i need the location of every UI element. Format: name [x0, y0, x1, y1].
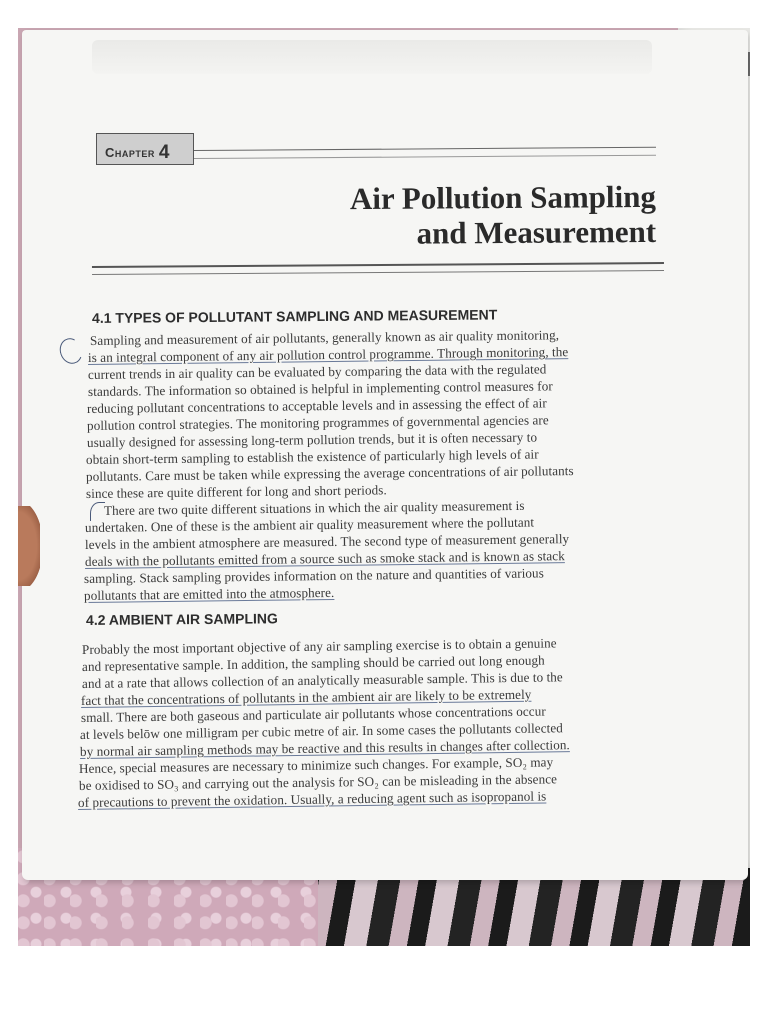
pen-annotation	[56, 335, 86, 367]
text-line: Hence, special measures are necessary to minimize such changes. For example, SO₂ may	[78, 754, 554, 776]
text-line: levels in the ambient atmosphere are measured. The second type of measurement generally	[84, 531, 570, 552]
section-heading-4-1: 4.1 TYPES OF POLLUTANT SAMPLING AND MEASUREMENT	[91, 306, 498, 326]
chapter-badge	[96, 133, 194, 165]
text-line: usually designed for assessing long-term pollution trends, but it is often necessary to	[86, 429, 538, 450]
text-line: fact that the concentrations of pollutants in the ambient air are likely to be extremely	[80, 686, 532, 708]
book-page	[22, 30, 748, 880]
text-line: by normal air sampling methods may be reactive and this results in changes after collection.	[79, 737, 570, 759]
text-line: Probably the most important objective of any air sampling exercise is to obtain a genuine	[81, 635, 557, 657]
chapter-label: Chapter	[105, 145, 155, 160]
text-line: obtain short-term sampling to establish the existence of particularly high levels of air	[85, 446, 539, 467]
chapter-title	[350, 179, 657, 251]
text-line: and representative sample. In addition, the sampling should be carried out long enough	[81, 652, 545, 674]
title-line-1: Air Pollution Sampling	[349, 178, 656, 217]
text-line: is an integral component of any air pollution control programme. Through monitoring, the	[87, 344, 569, 365]
text-line: standards. The information so obtained is helpful in implementing control measures for	[87, 378, 553, 399]
text-line: at levels belōw one milligram per cubic metre of air. In some cases the pollutants collected	[79, 720, 563, 742]
text-line: There are two quite different situations in which the air quality measurement is	[103, 497, 525, 518]
chapter-rule-secondary	[194, 155, 656, 159]
text-line: small. There are both gaseous and particulate air pollutants whose concentrations occur	[80, 703, 546, 725]
chapter-rule	[194, 147, 656, 151]
text-line: sampling. Stack sampling provides information on the nature and quantities of various	[83, 565, 544, 586]
text-line: current trends in air quality can be evaluated by comparing the data with the regulated	[87, 361, 547, 382]
title-line-2: and Measurement	[416, 213, 657, 251]
text-line: be oxidised to SO₃ and carrying out the analysis for SO₂ can be misleading in the absence	[78, 771, 558, 793]
chapter-number: 4	[158, 142, 170, 163]
title-double-rule	[92, 262, 664, 275]
page-shadow	[92, 40, 652, 74]
text-line: and at a rate that allows collection of an analytically measurable sample. This is due to the	[81, 669, 563, 691]
text-line: pollution control strategies. The monitoring programmes of governmental agencies are	[86, 412, 549, 433]
text-line: Sampling and measurement of air pollutants, generally known as air quality monitoring,	[89, 327, 560, 348]
thumb	[18, 506, 40, 586]
text-line: pollutants that are emitted into the atmosphere.	[83, 584, 335, 603]
text-line: deals with the pollutants emitted from a source such as smoke stack and is known as stack	[84, 548, 565, 569]
pen-annotation	[90, 502, 105, 521]
section-heading-4-2: 4.2 AMBIENT AIR SAMPLING	[85, 610, 278, 628]
text-line: reducing pollutant concentrations to acceptable levels and in assessing the effect of air	[86, 395, 547, 416]
text-line: pollutants. Care must be taken while expressing the average concentrations of air pollutants	[85, 463, 574, 484]
text-line: since these are quite different for long and short periods.	[85, 482, 387, 501]
text-line: undertaken. One of these is the ambient air quality measurement where the pollutant	[84, 514, 535, 535]
text-line: of precautions to prevent the oxidation. Usually, a reducing agent such as isopropanol is	[77, 788, 547, 810]
photo-scene	[18, 28, 750, 946]
